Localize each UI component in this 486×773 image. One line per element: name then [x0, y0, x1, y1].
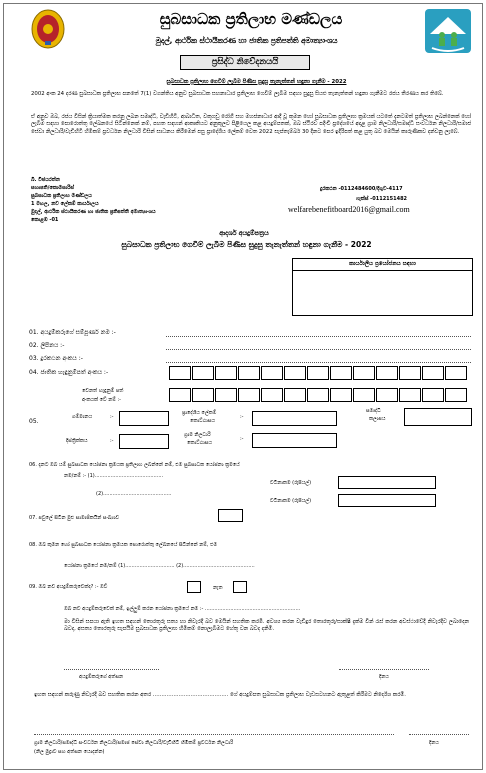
ds-division-colon: :- [240, 414, 244, 420]
contact-phone: දුරකථන -0112484600/දිගුව-4117 [320, 186, 403, 192]
intro-paragraph-1: 2002 අංක 24 දරණ සුබසාධක ප්‍රතිලාභ පනතේ 7(1) වගන්තිය අනුව සුබසාධක සහනාධාර ප්‍රතිලාභ ගෙවීම් ලැබීම සඳහා සුදුසු සියළු තැනැත්තන් හඳුනා ගැනීමට රජය තීරණය කර තිබේ. [31, 91, 444, 97]
signatory-office: සුබසාධක ප්‍රතිලාභ මණ්ඩලය [31, 193, 92, 199]
village-colon: :- [110, 414, 114, 420]
ds-division-label-1: ප්‍රාදේශීය ලේකම් [182, 410, 217, 416]
monthly-value-label-1: වටිනාකම (රුපියල්) [270, 480, 312, 486]
gn-division-label-2: කොට්ඨාසය [187, 440, 212, 446]
q03-label: 03. දුරකථන අංකය :- [29, 355, 83, 362]
applicant-signature-line[interactable] [64, 669, 159, 670]
district-colon: :- [110, 438, 114, 444]
q06-line-3: (2)........................................... [96, 491, 172, 497]
notice-banner: ප්‍රසිද්ධ නිවේදනයයි [180, 55, 310, 70]
q01-label: 01. අයදුම්කරුගේ සම්පූර්ණ නම :- [29, 329, 116, 336]
other-id-label-2: අංකයක් වේ නම් :- [82, 397, 121, 403]
q06-line-2: නම/නම් :- (1)........................................... [64, 473, 164, 479]
applicant-signature-label: අයදුම්කරුගේ අත්සන [79, 674, 124, 680]
samurdhi-zone-input[interactable] [404, 408, 472, 426]
full-name-input[interactable] [166, 336, 471, 337]
contact-fax: ෆැක්ස් -0112151482 [356, 196, 408, 202]
gn-division-colon: :- [240, 436, 244, 442]
officer-title: ග්‍රාම නිලධාරි/සමෘද්ධි සංවර්ධන නිලධාරි/සමාජ සේවා නිලධාරි/වැඩිහිටි හිමිකම් ප්‍රවර්ධන නිලධාරි [34, 740, 234, 746]
applicant-declaration: මා විසින් සපයා ඇති ඉහත සඳහන් තොරතුරු සත්‍ය හා නිවැරදි බව මෙයින් සහතික කරමි. අවශ්‍ය කරන වැඩිදුර තොරතුරු/සාක්ෂි දැක්ම වින් රැස් කරන අවස්ථාවේදී නිවැරදිව ලබාදෙන බවද, අසත්‍ය තොරතුරු සැපයීම සුබසාධක ප්‍රතිලාභ හිමිකම් නොලැබීමට හේතු වන බවද දනිමි. [64, 619, 469, 633]
village-label: ගම්මානය [72, 414, 93, 420]
form-title: සුබසාධක ප්‍රතිලාභ ගෙවීම් ලැබීම පිණිස සුදුසු තැනැත්තන් හඳුනා ගැනීම - 2022 [121, 240, 372, 249]
intro-paragraph-2: ඒ අනුව ඔබ, රජය විසින් ක්‍රියාත්මක කරනු ලබන සමෘද්ධි, වැඩිහිටි, ආබාධිත, වකුගඩු රෝගී සහ මහජනාධාර ආදී වූ කුමන හෝ සුබසාධක ප්‍රතිලාභ ක්‍රමයක් යටතේ දැනටමත් ප්‍රතිලාභ ලබන්නෙක් හෝ ලැබීම සඳහා පොරොත්තු ලේඛනයේ සිටින්නෙක් නම්, පහත සඳහන් ආකෘතියට අනුකූලව පිළියෙල කළ අයදුම්පතක්, ඔබ ස්ථිරව පදිංචි ප්‍රදේශයේ අදාළ ග්‍රාම නිලධාරි/සමෘද්ධි සංවර්ධන නිලධාරි/සමාජ සේවා නිලධාරි/වැඩිහිටි හිමිකම් ප්‍රවර්ධන නිලධාරි විසින් සාධනය කිරීමෙන් පසු ප්‍රාදේශීය ලේකම් වෙත 2022 සැප්තැම්බර් 30 දිනට පෙර ඉදිරිපත් කළ යුතු බව මෙයින් කාරුණිකව දන්වනු ලැබේ. [31, 114, 471, 135]
q06-line-1: 06. දැනට ඔබ යම් සුබසාධක යෝජනා ක්‍රමයක ප්‍රතිලාභ ලබන්නේ නම්, එම සුබසාධක යෝජනා ක්‍රමයේ [29, 462, 240, 468]
no-checkbox[interactable] [233, 581, 247, 593]
welfare-board-logo-icon [424, 8, 472, 54]
phone-input[interactable] [166, 362, 471, 363]
village-input[interactable] [119, 411, 169, 426]
contact-email[interactable]: welfarebenefitboard2016@gmail.com [288, 205, 410, 214]
other-id-input[interactable] [169, 388, 468, 402]
signatory-role: සභාපති/කොමසාරිස් [31, 185, 75, 191]
q02-label: 02. ලිපිනය :- [29, 342, 65, 349]
monthly-value-input-1[interactable] [338, 476, 436, 489]
office-use-label: කාර්යාලීය ප්‍රයෝජනය සඳහා [293, 259, 472, 271]
gn-division-label-1: ග්‍රාම නිලධාරි [184, 432, 211, 438]
samurdhi-zone-label-2: කලාපය [369, 416, 386, 422]
ds-division-input[interactable] [252, 411, 337, 426]
board-title: සුබසාධක ප්‍රතිලාභ මණ්ඩලය [159, 10, 343, 28]
samurdhi-zone-label-1: සමෘද්ධි [366, 408, 381, 414]
sample-form-label: ආදර්ශ අයදුම්පත්‍රය [219, 229, 269, 237]
nic-number-input[interactable] [169, 366, 468, 380]
signatory-city: කොළඹ -01 [31, 217, 59, 223]
applicant-date-line[interactable] [339, 669, 429, 670]
other-id-label-1: වෙනත් හැඳුනුම් පත් [82, 388, 124, 394]
q08-line-1: 08. ඔබ කුමන හෝ සුබසාධක යෝජනා ක්‍රමයක පොරොත්තු ලේඛනයේ සිටින්නේ නම්, එම [29, 542, 218, 548]
notice-page [3, 3, 483, 770]
monthly-value-input-2[interactable] [338, 494, 436, 507]
yes-checkbox[interactable] [187, 581, 201, 593]
officer-seal-note: (නිල මුද්‍රාව සහ අත්සන යොදන්න) [34, 749, 105, 755]
signatory-name: බී. විජයරත්න [31, 177, 60, 183]
signatory-address: 1 මහල, නව ලේකම් කාර්යාලය [31, 201, 99, 207]
q07-label: 07. පවුලේ සිටින මුළු සාමාජිකයින් සංඛ්‍යාව [29, 515, 120, 521]
address-input[interactable] [166, 349, 471, 350]
sri-lanka-emblem-icon [31, 9, 65, 49]
no-label: නැත [213, 585, 223, 591]
officer-signature-line[interactable] [34, 734, 394, 735]
q04-label: 04. ජාතික හැඳුනුම්පත් අංකය :- [29, 369, 109, 376]
ministry-name: මුදල්, ආර්ථික ස්ථායීකරණ හා ජාතික ප්‍රතිපත්ති අමාත්‍යාංශය [155, 36, 338, 45]
officer-date-label: දිනය [429, 740, 439, 746]
family-members-input[interactable] [218, 509, 243, 522]
signatory-ministry: මුදල්, ආර්ථික ස්ථායීකරණ හා ජාතික ප්‍රතිපත්ති අමාත්‍යාංශය [31, 209, 156, 215]
officer-date-line[interactable] [409, 734, 469, 735]
ds-division-label-2: කොට්ඨාසය [190, 418, 215, 424]
q08-line-2: යෝජනා ක්‍රමයේ නම/නම් (1)............................... (2)............................................. [64, 563, 255, 569]
monthly-value-label-2: වටිනාකම (රුපියල්) [270, 498, 312, 504]
district-input[interactable] [119, 434, 169, 449]
gn-division-input[interactable] [252, 433, 337, 448]
officer-certification: ඉහත සඳහන් කරුණු නිවැරදි බව සහතික කරන අතර ............................................ ගේ අයදුම්පත සුබසාධක ප්‍රතිලාභ වැඩසටහනට ඇතුළත් කිරීමට නිර්දේශ කරමි. [34, 692, 406, 698]
district-label: දිස්ත්‍රික්කය [66, 438, 88, 444]
q10-label: ඔබ නව අයදුම්කරුවෙක් නම්, ඉල්ලුම් කරන යෝජනා ක්‍රමයේ නම :- ............................................................ [64, 606, 301, 612]
notice-subtitle: සුබසාධක ප්‍රතිලාභ ගෙවීම් ලැබීම පිණිස සුදුසු තැනැත්තන් හඳුනා ගැනීම - 2022 [166, 79, 347, 85]
applicant-date-label: දිනය [379, 674, 389, 680]
q05-label: 05. [29, 418, 39, 425]
q09-label: 09. ඔබ නව අයදුම්කරුවෙක්ද? :- ඔව් [29, 584, 108, 590]
office-use-box [292, 258, 473, 316]
